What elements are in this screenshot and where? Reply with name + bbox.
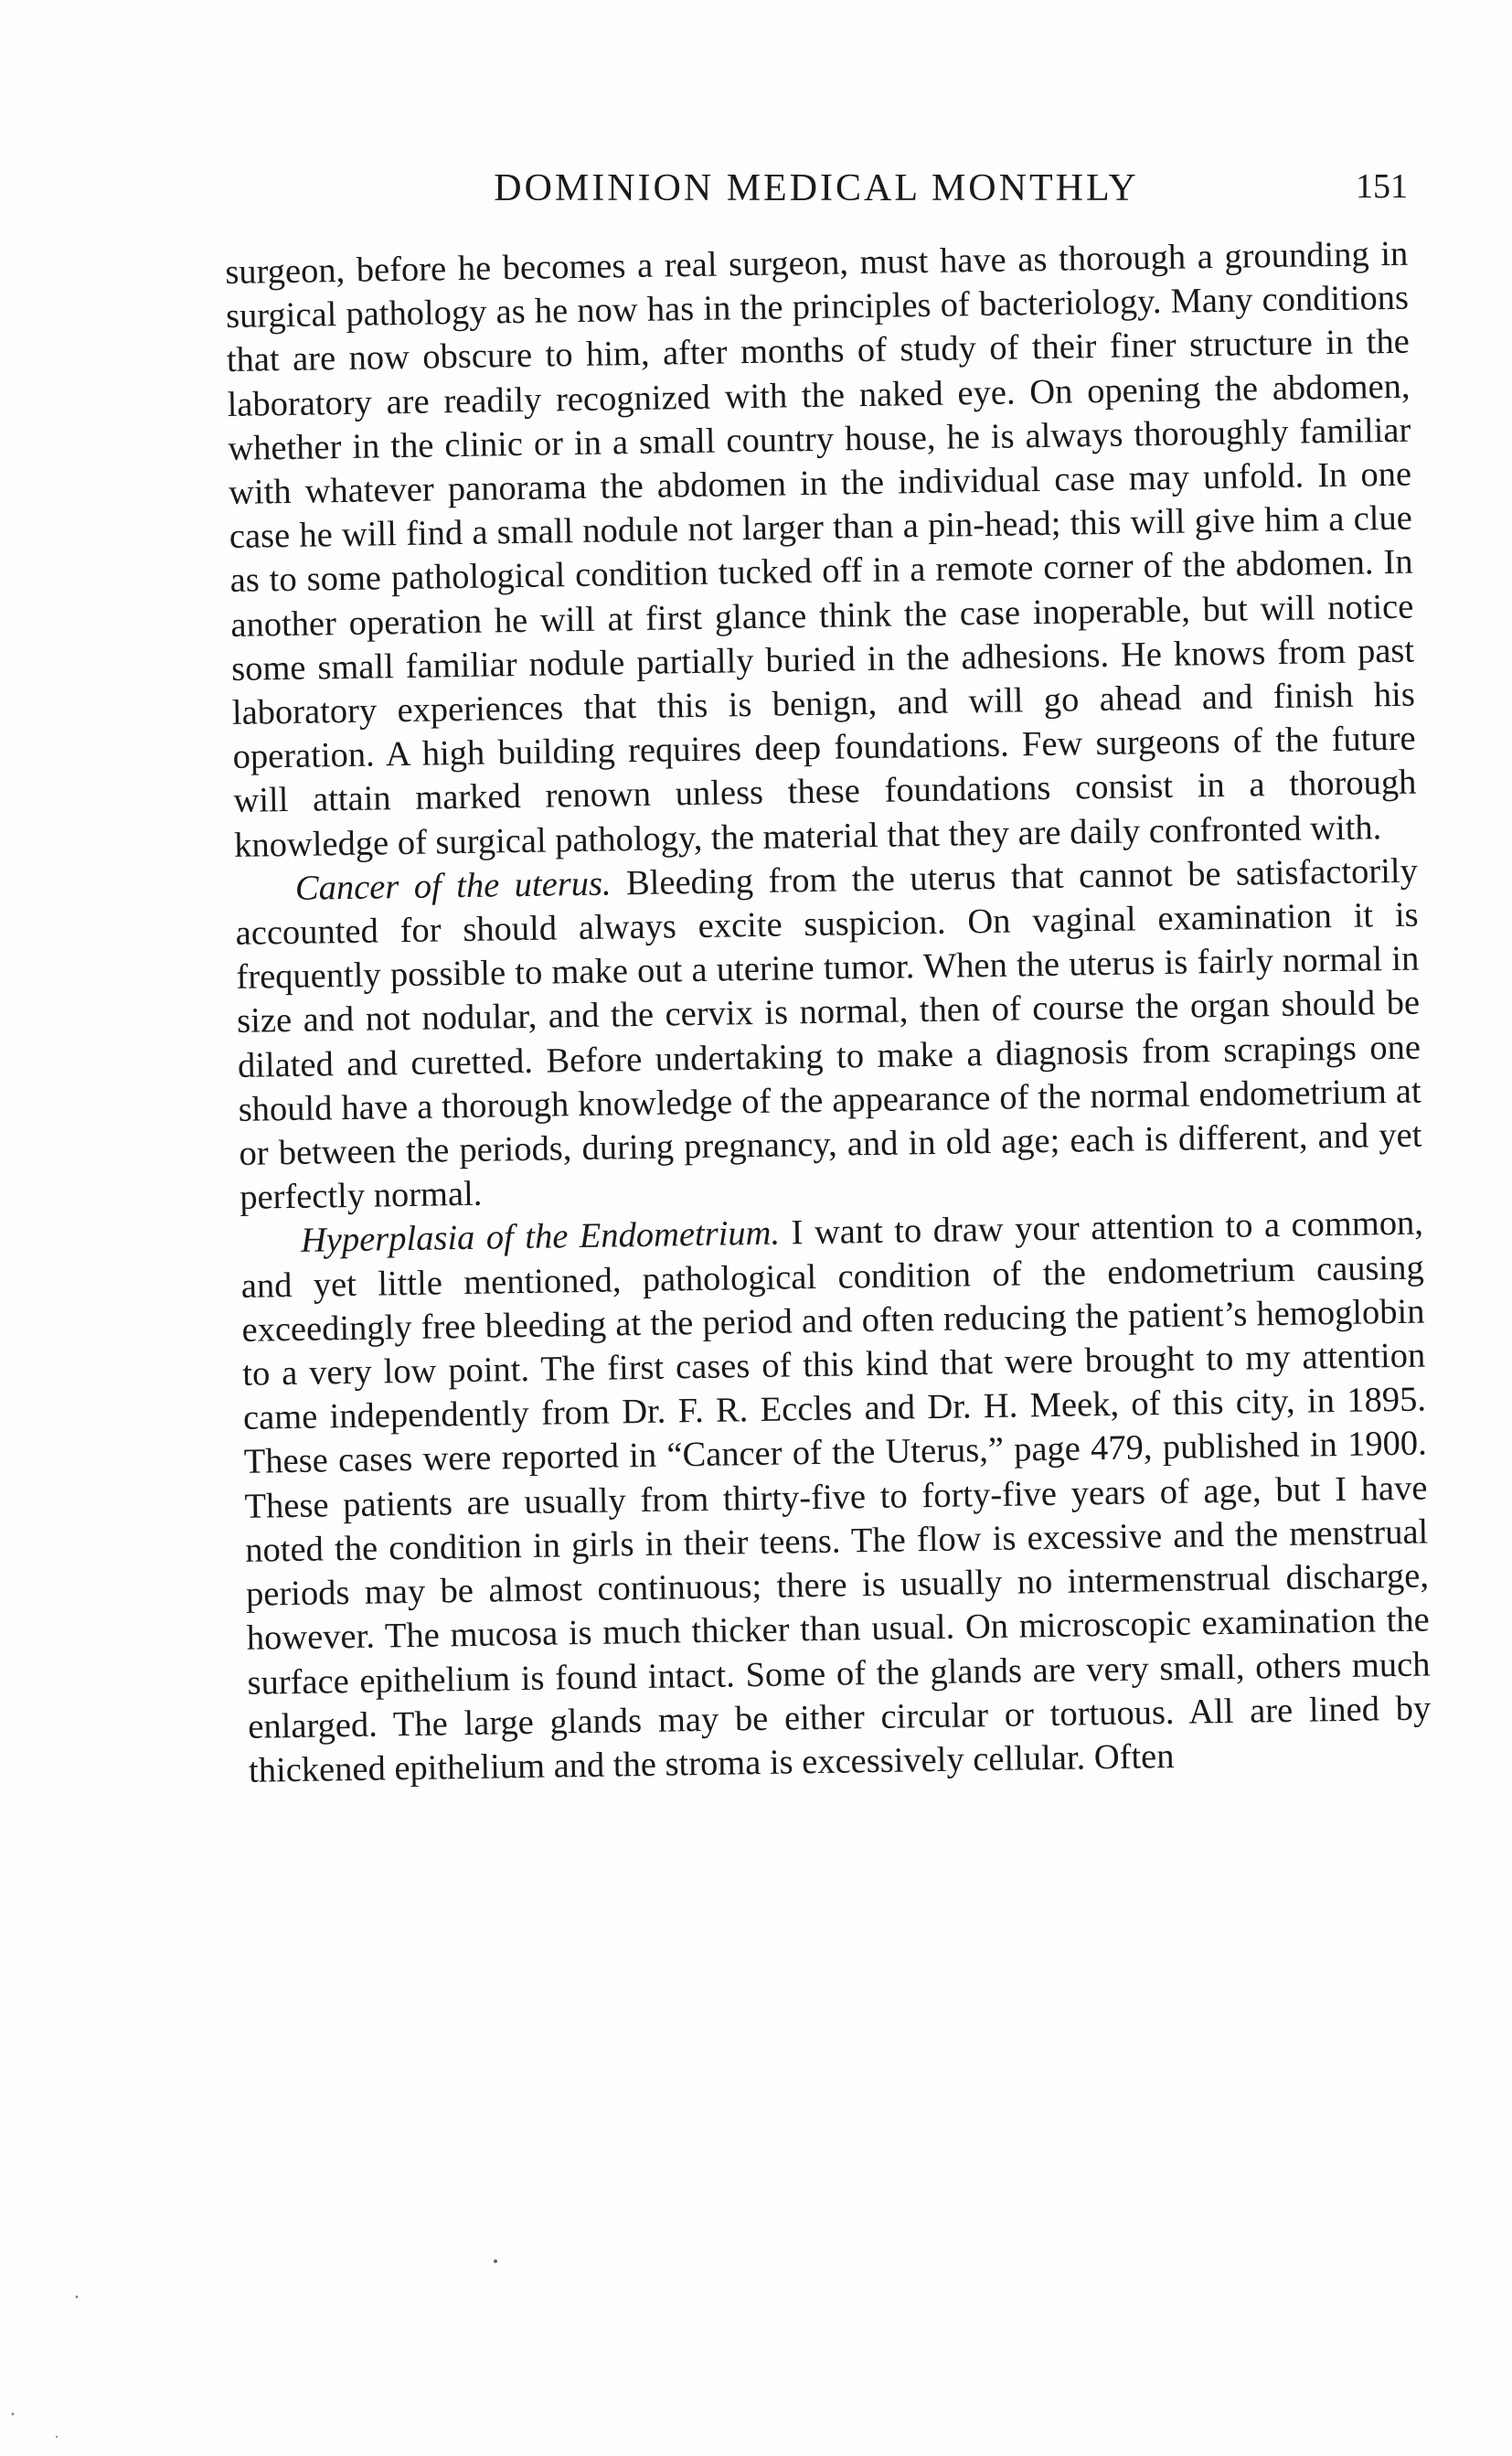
paragraph-text: I want to draw your attention to a common, and yet little mentioned, pathological condition of the endometrium causing exceedingly free bleeding at the period and often reducing the patient’s hemoglobin to a very low point. The first cases of this kind that were brought to my attention came independently from Dr. F. R. Eccles and Dr. H. Meek, of this city, in 1895. These cases were reported in “Cancer of the Uterus,” page 479, published in 1900. These patients are usually from thirty-five to forty-five years of age, but I have noted the condition in girls in their teens. The flow is excessive and the menstrual periods may be almost continuous; there is usually no intermenstrual discharge, however. The mucosa is much thicker than usual. On microscopic examination the surface epithelium is found intact. Some of the glands are very small, others much enlarged. The large glands may be either circular or tortuous. All are lined by thickened epithelium and the stroma is excessively cellular. Often xyxy=(240,1204,1432,1790)
paragraph-continuation xyxy=(225,232,1417,868)
speck xyxy=(12,2413,15,2416)
body-text xyxy=(225,232,1432,1793)
page-number: 151 xyxy=(1356,167,1408,206)
speck xyxy=(494,2259,497,2263)
journal-title: DOMINION MEDICAL MONTHLY xyxy=(494,167,1139,209)
paragraph-cancer-of-uterus xyxy=(235,849,1423,1220)
paragraph-text: surgeon, before he becomes a real surgeon, must have as thorough a grounding in surgical pathology as he now has in the principles of bacteriology. Many conditions that are now obscure to him, after months of study of their finer structure in the laboratory are readily recognized with the naked eye. On opening the abdomen, whether in the clinic or in a small country house, he is always thoroughly familiar with whatever panorama the abdomen in the individual case may unfold. In one case he will find a small nodule not larger than a pin-head; this will give him a clue as to some pathological condition tucked off in a remote corner of the abdomen. In another operation he will at first glance think the case inoperable, but will notice some small familiar nodule partially buried in the adhesions. He knows from past laboratory experiences that this is benign, and will go ahead and finish his operation. A high building requires deep foundations. Few surgeons of the future will attain marked renown unless these foundations consist in a thorough knowledge of surgical pathology, the material that they are daily confronted with. xyxy=(225,234,1417,865)
section-heading-hyperplasia: Hyperplasia of the Endometrium. xyxy=(300,1214,781,1261)
speck xyxy=(76,2296,79,2299)
running-head xyxy=(225,166,1408,221)
paragraph-hyperplasia xyxy=(240,1201,1432,1793)
section-heading-cancer-of-uterus: Cancer of the uterus. xyxy=(294,864,612,908)
paragraph-text: Bleeding from the uterus that cannot be satisfactorily accounted for should always excite suspicion. On vaginal examination it is frequently possible to make out a uterine tumor. When the uterus is fairly normal in size and not nodular, and the cervix is normal, then of course the organ should be dilated and curetted. Before undertaking to make a diagnosis from scrapings one should have a thorough knowledge of the appearance of the normal endometrium at or between the periods, during pregnancy, and in old age; each is different, and yet perfectly normal. xyxy=(235,851,1422,1218)
speck xyxy=(56,2436,58,2438)
